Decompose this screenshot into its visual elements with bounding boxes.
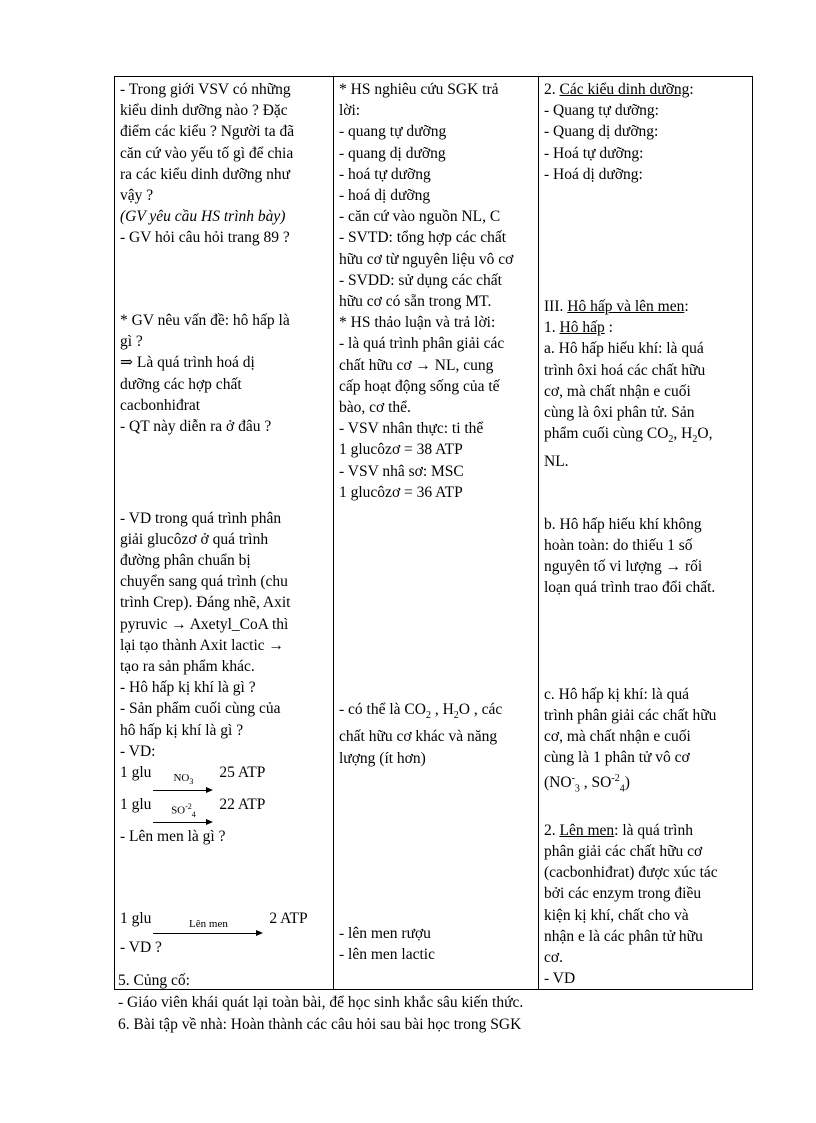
text-line: lại tạo thành Axit lactic → (120, 636, 284, 654)
text-line: chất hữu cơ → NL, cung (339, 356, 494, 374)
text-line: chất hữu cơ khác và năng (339, 728, 498, 746)
text-line: cùng là 1 phân tử vô cơ (544, 749, 690, 767)
footer-notes (118, 970, 523, 1036)
text-line: cùng là ôxi phân tử. Sản (544, 404, 695, 422)
text-line: - VD trong quá trình phân (120, 509, 282, 527)
text-line: 1 glucôzơ = 36 ATP (339, 483, 463, 501)
text-line: - quang tự dưỡng (339, 123, 447, 141)
text-line: - hoá tự dưỡng (339, 165, 431, 183)
text-line: - Trong giới VSV có những (120, 81, 291, 98)
subsection-heading: 2. Lên men: là quá trình (544, 821, 693, 839)
text-line: - VSV nhân thực: ti thể (339, 420, 484, 438)
text-line: bào, cơ thể. (339, 399, 411, 417)
text-line: ra các kiểu dinh dưỡng như (120, 165, 291, 183)
text-line: - VD (544, 970, 576, 988)
text-line: cấp hoạt động sống của tế (339, 377, 500, 395)
text-line: dưỡng các hợp chất (120, 375, 242, 393)
text-line: - SVTD: tổng hợp các chất (339, 229, 507, 247)
text-line: nhận e là các phân tử hữu (544, 927, 703, 945)
content-cell (539, 77, 753, 990)
section-heading: III. Hô hấp và lên men: (544, 298, 689, 316)
text-line: - Lên men là gì ? (120, 828, 226, 846)
arrow-right-icon (153, 930, 263, 937)
text-line: - Quang dị dưỡng: (544, 123, 659, 141)
text-line: kiện kị khí, chất cho và (544, 906, 689, 924)
text-line: trình Crep). Đáng nhẽ, Axit (120, 594, 291, 612)
text-line: bởi các enzym trong điều (544, 885, 702, 903)
text-line: chuyển sang quá trình (chu (120, 573, 288, 591)
text-line: nguyên tố vi lượng → rối (544, 558, 703, 576)
text-line: b. Hô hấp hiếu khí không (544, 515, 702, 533)
lesson-table (114, 76, 753, 990)
consolidation-text: - Giáo viên khái quát lại toàn bài, để học sinh khắc sâu kiến thức. (118, 994, 524, 1011)
section-heading: 2. Các kiểu dinh dưỡng: (544, 81, 694, 98)
table-row (115, 77, 753, 990)
text-line: cơ, mà chất nhận e cuối (544, 382, 691, 400)
text-line: cacbonhiđrat (120, 396, 201, 414)
text-line: hô hấp kị khí là gì ? (120, 721, 244, 739)
text-line: * GV nêu vấn đề: hô hấp là (120, 312, 290, 329)
text-line: - quang dị dưỡng (339, 144, 446, 162)
text-line: - VD: (120, 742, 156, 760)
homework-text: 6. Bài tập về nhà: Hoàn thành các câu hỏi sau bài học trong SGK (118, 1016, 522, 1033)
teacher-note: (GV yêu cầu HS trình bày) (120, 208, 286, 226)
text-line: phẩm cuối cùng $CO_2$, $H_2O$, (544, 425, 713, 446)
text-line: - có thể là $CO_2$ , $H_2O$ , các (339, 701, 503, 722)
text-line: - GV hỏi câu hỏi trang 89 ? (120, 229, 290, 247)
text-line: 1 glucôzơ = 38 ATP (339, 441, 463, 459)
text-line: pyruvic → Axetyl_CoA thì (120, 615, 289, 633)
text-line: - Hoá dị dưỡng: (544, 165, 643, 183)
text-line: - SVDD: sử dụng các chất (339, 271, 502, 289)
text-line: kiểu dinh dưỡng nào ? Đặc (120, 102, 288, 120)
text-line: trình phân giải các chất hữu (544, 706, 717, 724)
text-line: - Quang tự dưỡng: (544, 102, 659, 120)
text-line: - Hô hấp kị khí là gì ? (120, 679, 256, 697)
text-line: - là quá trình phân giải các (339, 335, 505, 353)
text-line: hữu cơ từ nguyên liệu vô cơ (339, 250, 514, 268)
text-line: hữu cơ có sẵn trong MT. (339, 293, 492, 311)
text-line: NL. (544, 452, 569, 470)
text-line: ⇒ Là quá trình hoá dị (120, 354, 255, 372)
text-line: đường phân chuẩn bị (120, 552, 251, 569)
text-line: (cacbonhiđrat) được xúc tác (544, 864, 718, 882)
text-line: cơ. (544, 949, 563, 967)
text-line: - QT này diễn ra ở đâu ? (120, 418, 272, 436)
consolidation-heading: 5. Củng cố: (118, 972, 190, 989)
teacher-activity-cell (115, 77, 334, 990)
text-line: cơ, mà chất nhận e cuối (544, 727, 691, 745)
text-line: - lên men lactic (339, 945, 435, 963)
text-line: - lên men rượu (339, 924, 431, 942)
text-line: c. Hô hấp kị khí: là quá (544, 685, 690, 703)
arrow-right-icon (153, 787, 213, 794)
text-line: căn cứ vào yếu tố gì để chia (120, 144, 294, 162)
text-line: lượng (ít hơn) (339, 749, 426, 767)
text-line: a. Hô hấp hiếu khí: là quá (544, 340, 704, 358)
text-line: - Hoá tự dưỡng: (544, 144, 644, 162)
text-line: * HS thảo luận và trả lời: (339, 314, 496, 332)
text-line: - hoá dị dưỡng (339, 187, 431, 205)
text-line: gì ? (120, 333, 143, 351)
reaction-so4: 1 glu $SO^{-2}_4$ 22 ATP (120, 794, 329, 826)
reaction-no3: 1 glu $NO_3$ 25 ATP (120, 762, 329, 794)
text-line: giải glucôzơ ở quá trình (120, 530, 269, 548)
reaction-fermentation: 1 glu Lên men 2 ATP (120, 908, 329, 937)
text-line: - căn cứ vào nguồn NL, C (339, 208, 501, 226)
subsection-heading: 1. Hô hấp : (544, 319, 613, 337)
text-line: phân giải các chất hữu cơ (544, 843, 703, 861)
text-line: vậy ? (120, 187, 154, 205)
text-line: * HS nghiêu cứu SGK trả (339, 81, 499, 98)
text-line: loạn quá trình trao đổi chất. (544, 579, 716, 597)
text-line: - VSV nhâ sơ: MSC (339, 462, 464, 480)
text-line: - VD ? (120, 938, 162, 956)
student-activity-cell (334, 77, 539, 990)
text-line: hoàn toàn: do thiếu 1 số (544, 536, 693, 554)
arrow-right-icon (153, 819, 213, 826)
text-line: tạo ra sản phẩm khác. (120, 658, 255, 676)
text-line: điểm các kiểu ? Người ta đã (120, 123, 295, 141)
text-line: - Sản phẩm cuối cùng của (120, 700, 281, 718)
text-line: trình ôxi hoá các chất hữu (544, 361, 706, 379)
text-line: ($NO^-_3$ , $SO^{-2}_4$) (544, 773, 630, 795)
text-line: lời: (339, 102, 361, 120)
